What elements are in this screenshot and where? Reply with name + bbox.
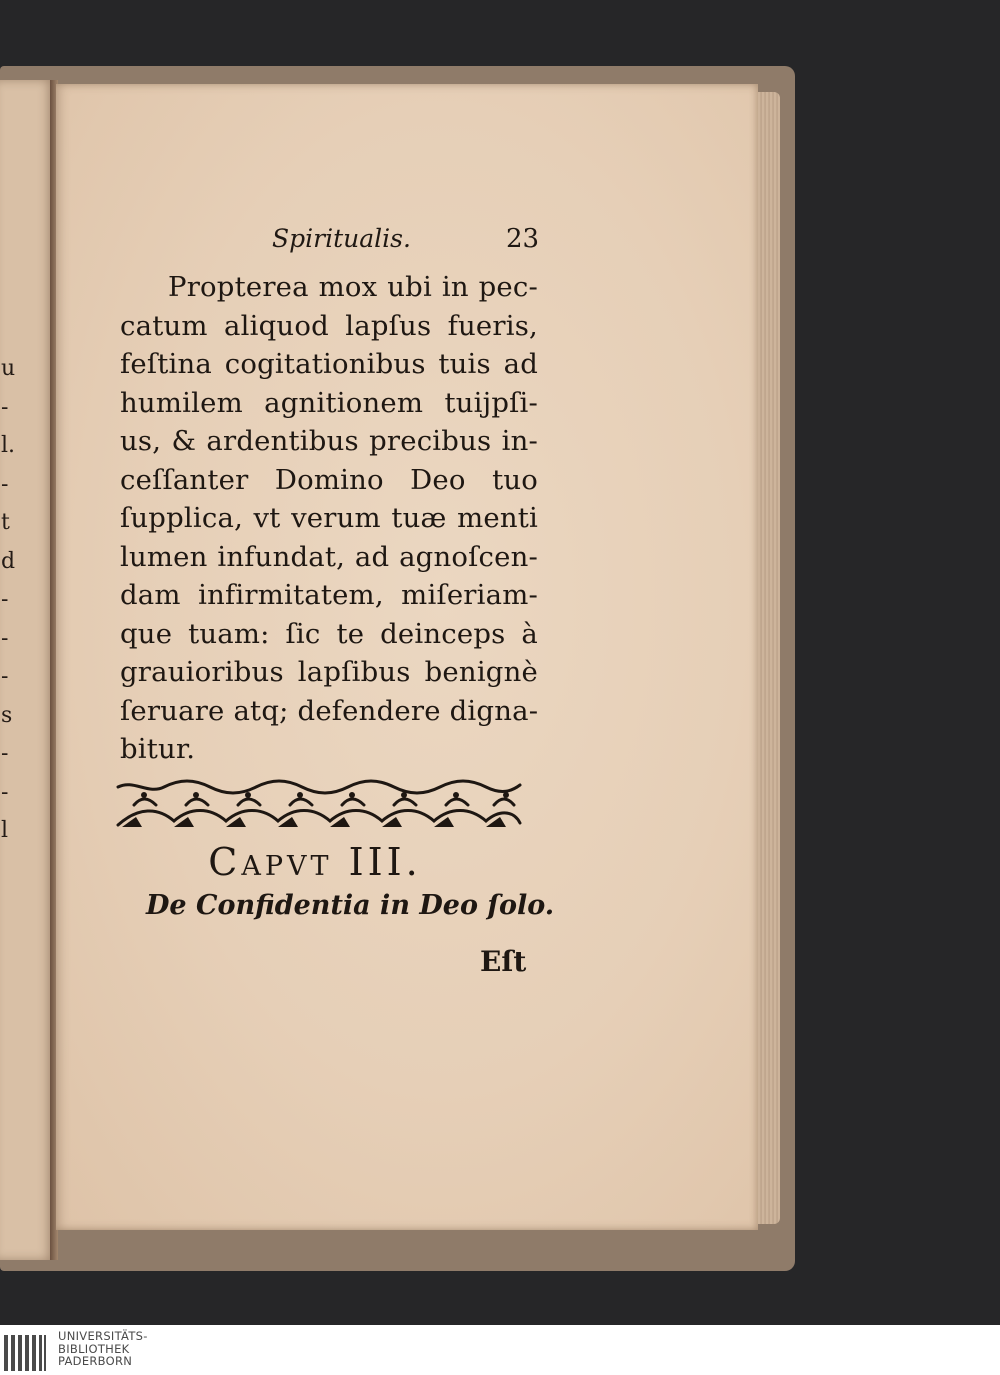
- catchword: Eſt: [480, 945, 527, 978]
- text-line: dam infirmitatem, miſeriam-: [120, 579, 538, 611]
- left-fragment: l: [1, 818, 9, 843]
- library-name: [58, 1330, 148, 1368]
- page-number: 23: [506, 224, 540, 254]
- left-fragment: -: [1, 625, 9, 651]
- left-fragment: -: [1, 741, 9, 766]
- left-fragment: -: [1, 471, 9, 497]
- text-line: grauioribus lapſibus benignè: [120, 656, 538, 688]
- text-line: ſupplica, vt verum tuæ menti: [120, 502, 538, 534]
- running-title: Spiritualis.: [272, 224, 411, 253]
- left-page-text-fragments: [0, 350, 14, 851]
- text-line: Propterea mox ubi in pec-: [168, 271, 538, 303]
- left-fragment: u: [1, 356, 16, 381]
- library-name-line: UNIVERSITÄTS-: [58, 1329, 148, 1343]
- left-fragment: t: [1, 510, 10, 535]
- page-edges: [758, 92, 780, 1224]
- left-fragment: d: [1, 548, 16, 574]
- decorative-ornament-band: [114, 777, 524, 833]
- left-page: [0, 80, 54, 1260]
- left-fragment: -: [1, 587, 9, 612]
- footer-bar: [0, 1325, 1000, 1375]
- body-text: [120, 268, 538, 769]
- left-fragment: s: [1, 702, 13, 728]
- left-fragment: -: [1, 394, 9, 420]
- text-line: que tuam: ſic te deinceps à: [120, 617, 538, 650]
- library-name-line: BIBLIOTHEK: [58, 1341, 130, 1356]
- left-fragment: l.: [1, 433, 16, 458]
- text-line: lumen infundat, ad agnoſcen-: [120, 540, 538, 573]
- library-name-line: PADERBORN: [58, 1354, 133, 1368]
- text-line: catum aliquod lapſus fueris,: [120, 309, 538, 342]
- text-line: ſeruare atq; defendere digna-: [120, 694, 539, 727]
- left-fragment: -: [1, 779, 9, 805]
- chapter-heading: Capvt III.: [208, 840, 422, 884]
- text-line: feſtina cogitationibus tuis ad: [120, 348, 538, 380]
- library-logo-icon: [4, 1335, 48, 1371]
- left-fragment: -: [1, 664, 9, 689]
- text-line: us, & ardentibus precibus in-: [120, 425, 538, 457]
- text-line: humilem agnitionem tuijpſi-: [120, 386, 538, 419]
- text-line: ceſſanter Domino Deo tuo: [120, 463, 538, 496]
- text-line: bitur.: [120, 733, 196, 765]
- chapter-subtitle: De Confidentia in Deo ſolo.: [146, 890, 555, 921]
